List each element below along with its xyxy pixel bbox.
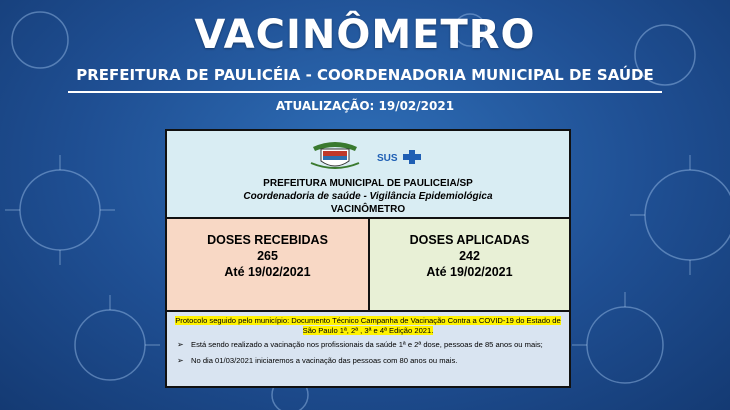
arrow-bullet-icon: ➢ xyxy=(177,356,184,365)
note-text: No dia 01/03/2021 iniciaremos a vacinação das pessoas com 80 anos ou mais. xyxy=(191,356,458,365)
panel-header xyxy=(167,131,569,219)
doses-applied-date: Até 19/02/2021 xyxy=(426,265,513,279)
protocol-note xyxy=(173,316,563,336)
doses-applied-box xyxy=(370,219,569,312)
update-date: ATUALIZAÇÃO: 19/02/2021 xyxy=(275,99,455,113)
city-crest-icon xyxy=(307,139,363,171)
doses-received-title: DOSES RECEBIDAS xyxy=(207,233,328,247)
arrow-bullet-icon: ➢ xyxy=(177,340,184,349)
list-item xyxy=(173,356,563,366)
logos xyxy=(307,139,427,171)
doses-applied-value: 242 xyxy=(459,249,480,263)
sus-logo xyxy=(377,149,423,168)
panel-line-department: Coordenadoria de saúde - Vigilância Epidemiológica xyxy=(243,191,493,202)
protocol-text: Protocolo seguido pelo município: Documento Técnico Campanha de Vacinação Contra a COVID-19 do Estado de São Paulo 1ª, 2ª , 3ª e 4ª Edição 2021. xyxy=(175,316,561,335)
doses-received-box xyxy=(167,219,370,312)
header-divider xyxy=(68,91,662,93)
page-subtitle: PREFEITURA DE PAULICÉIA - COORDENADORIA MUNICIPAL DE SAÚDE xyxy=(76,66,654,84)
list-item xyxy=(173,340,563,350)
notes-list xyxy=(173,340,563,366)
panel-line-municipality: PREFEITURA MUNICIPAL DE PAULICEIA/SP xyxy=(263,178,473,189)
sus-label: SUS xyxy=(377,153,398,164)
note-text: Está sendo realizado a vacinação nos profissionais da saúde 1ª e 2ª dose, pessoas de 85 anos ou mais; xyxy=(191,340,543,349)
doses-received-date: Até 19/02/2021 xyxy=(224,265,311,279)
vaccine-panel xyxy=(165,129,571,388)
panel-line-title: VACINÔMETRO xyxy=(330,204,406,215)
panel-notes xyxy=(167,312,569,386)
doses-received-value: 265 xyxy=(257,249,278,263)
doses-applied-title: DOSES APLICADAS xyxy=(409,233,530,247)
page-title: VACINÔMETRO xyxy=(194,12,536,58)
sus-cross-icon xyxy=(377,150,423,164)
